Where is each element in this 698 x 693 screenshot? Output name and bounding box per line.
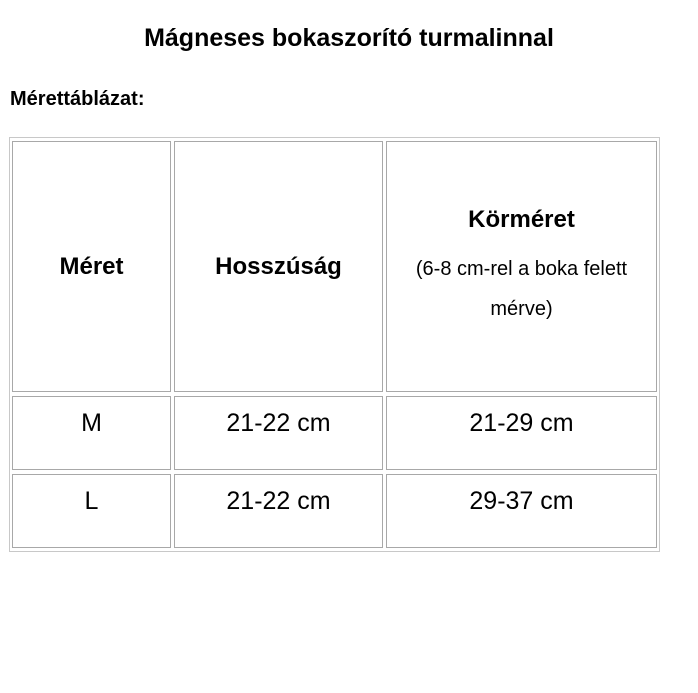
row-length-value: 21-22 cm: [226, 487, 331, 515]
row-size-value: M: [81, 409, 102, 437]
table-row-cell-circumference: [386, 474, 657, 548]
header-size-label: Méret: [59, 252, 124, 280]
header-length-label: Hosszúság: [215, 252, 342, 280]
table-row-cell-length: [174, 474, 383, 548]
table-row-cell-size: [12, 396, 171, 470]
table-row-cell-length: [174, 396, 383, 470]
header-circumference-note: (6-8 cm-rel a boka felett mérve): [415, 257, 628, 320]
size-chart-label: Mérettáblázat:: [10, 88, 145, 110]
table-row-cell-size: [12, 474, 171, 548]
row-circumference-value: 29-37 cm: [469, 487, 574, 515]
row-size-value: L: [84, 487, 99, 515]
header-cell-length: [174, 141, 383, 392]
table-row-cell-circumference: [386, 396, 657, 470]
page-title: Mágneses bokaszorító turmalinnal: [144, 24, 554, 52]
row-circumference-value: 21-29 cm: [469, 409, 574, 437]
row-length-value: 21-22 cm: [226, 409, 331, 437]
header-circumference-label: Körméret: [468, 205, 575, 233]
header-cell-size: [12, 141, 171, 392]
header-cell-circumference: [386, 141, 657, 392]
